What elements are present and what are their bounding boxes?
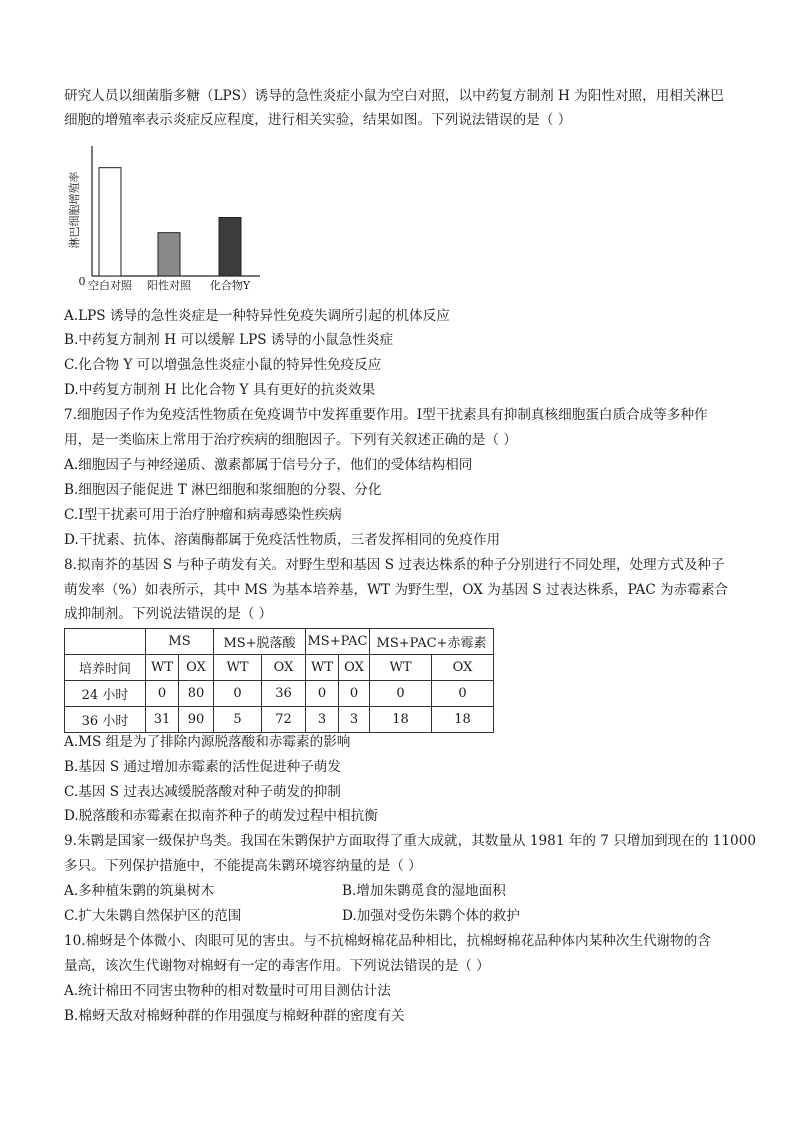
table-cell: 3 — [339, 707, 370, 733]
q8-option-d: D.脱落酸和赤霉素在拟南芥种子的萌发过程中相抗衡 — [64, 808, 378, 824]
table-subheader: WT — [146, 655, 179, 681]
table-time-cell: 36 小时 — [65, 707, 146, 733]
table-cell: 5 — [214, 707, 262, 733]
table-subheader: OX — [339, 655, 370, 681]
q7-option-a: A.细胞因子与神经递质、激素都属于信号分子，他们的受体结构相同 — [64, 457, 473, 473]
q8-stem-line-2: 萌发率（%）如表所示，其中 MS 为基本培养基，WT 为野生型，OX 为基因 S 过表达株系，PAC 为赤霉素合 — [64, 582, 729, 598]
q7-option-d: D.干扰素、抗体、溶菌酶都属于免疫活性物质，三者发挥相同的免疫作用 — [64, 532, 501, 548]
table-cell: 0 — [339, 681, 370, 707]
table-row — [65, 681, 494, 707]
q6-stem-line-2: 细胞的增殖率表示炎症反应程度，进行相关实验，结果如图。下列说法错误的是（ ） — [64, 112, 572, 128]
q8-option-b: B.基因 S 通过增加赤霉素的活性促进种子萌发 — [64, 759, 341, 775]
table-cell: 0 — [306, 681, 339, 707]
x-tick-label: 空白对照 — [88, 279, 132, 292]
q10-option-a: A.统计棉田不同害虫物种的相对数量时可用目测估计法 — [64, 983, 391, 999]
table-subheader: WT — [306, 655, 339, 681]
table-cell: 72 — [262, 707, 306, 733]
bar-2 — [158, 233, 180, 276]
q8-stem-line-3: 成抑制剂。下列说法错误的是（ ） — [64, 606, 273, 622]
table-cell: 3 — [306, 707, 339, 733]
q6-stem-line-1: 研究人员以细菌脂多糖（LPS）诱导的急性炎症小鼠为空白对照，以中药复方制剂 H 为阳性对照，用相关淋巴 — [64, 88, 724, 104]
bar-chart — [62, 142, 282, 298]
q9-option-a: A.多种植朱鹮的筑巢树木 — [64, 883, 215, 899]
q10-stem-line-2: 量高，该次生代谢物对棉蚜有一定的毒害作用。下列说法错误的是（ ） — [64, 958, 490, 974]
table-subheader: WT — [370, 655, 432, 681]
bar-3 — [219, 218, 241, 277]
table-subheader: OX — [432, 655, 494, 681]
q10-stem-line-1: 10.棉蚜是个体微小、肉眼可见的害虫。与不抗棉蚜棉花品种相比，抗棉蚜棉花品种体内某种次生代谢物的含 — [64, 933, 711, 949]
table-group-header: MS — [146, 629, 214, 655]
x-tick-label: 阳性对照 — [147, 279, 191, 292]
q6-option-c: C.化合物 Y 可以增强急性炎症小鼠的特异性免疫反应 — [64, 357, 382, 373]
q9-option-c: C.扩大朱鹮自然保护区的范围 — [64, 908, 242, 924]
table-cell: 31 — [146, 707, 179, 733]
q7-stem-line-2: 用，是一类临床上常用于治疗疾病的细胞因子。下列有关叙述正确的是（ ） — [64, 432, 517, 448]
table-header-row — [65, 629, 494, 655]
table-group-header: MS+脱落酸 — [214, 629, 306, 655]
table-subheader: WT — [214, 655, 262, 681]
q7-option-b: B.细胞因子能促进 T 淋巴细胞和浆细胞的分裂、分化 — [64, 482, 382, 498]
q8-option-a: A.MS 组是为了排除内源脱落酸和赤霉素的影响 — [64, 734, 351, 750]
q9-stem-line-2: 多只。下列保护措施中，不能提高朱鹮环境容纳量的是（ ） — [64, 858, 422, 874]
table-cell: 0 — [432, 681, 494, 707]
y-axis-label: 淋巴细胞增殖率 — [68, 171, 81, 249]
table-cell: 0 — [146, 681, 179, 707]
table-cell: 90 — [179, 707, 214, 733]
table-subheader-row — [65, 655, 494, 681]
q9-option-d: D.加强对受伤朱鹮个体的救护 — [342, 908, 520, 924]
table-cell: 36 — [262, 681, 306, 707]
q7-stem-line-1: 7.细胞因子作为免疫活性物质在免疫调节中发挥重要作用。Ⅰ型干扰素具有抑制真核细胞蛋白质合成等多种作 — [64, 407, 708, 423]
germination-table — [64, 628, 494, 733]
origin-label: 0 — [78, 275, 86, 288]
table-cell: 0 — [214, 681, 262, 707]
table-row-header: 培养时间 — [65, 655, 146, 681]
q6-option-a: A.LPS 诱导的急性炎症是一种特异性免疫失调所引起的机体反应 — [64, 308, 450, 324]
table-corner-cell — [65, 629, 146, 655]
table-cell: 18 — [432, 707, 494, 733]
bar-1 — [99, 168, 121, 276]
table-cell: 0 — [370, 681, 432, 707]
table-row — [65, 707, 494, 733]
q8-option-c: C.基因 S 过表达减缓脱落酸对种子萌发的抑制 — [64, 784, 341, 800]
q6-option-b: B.中药复方制剂 H 可以缓解 LPS 诱导的小鼠急性炎症 — [64, 332, 394, 348]
q10-option-b: B.棉蚜天敌对棉蚜种群的作用强度与棉蚜种群的密度有关 — [64, 1008, 405, 1024]
table-time-cell: 24 小时 — [65, 681, 146, 707]
table-group-header: MS+PAC — [306, 629, 370, 655]
q9-stem-line-1: 9.朱鹮是国家一级保护鸟类。我国在朱鹮保护方面取得了重大成就，其数量从 1981 年的 7 只增加到现在的 11000 — [64, 833, 756, 849]
table-cell: 18 — [370, 707, 432, 733]
q9-option-b: B.增加朱鹮觅食的湿地面积 — [342, 883, 506, 899]
q7-option-c: C.Ⅰ型干扰素可用于治疗肿瘤和病毒感染性疾病 — [64, 507, 342, 523]
q6-option-d: D.中药复方制剂 H 比化合物 Y 具有更好的抗炎效果 — [64, 382, 376, 398]
q8-stem-line-1: 8.拟南芥的基因 S 与种子萌发有关。对野生型和基因 S 过表达株系的种子分别进行不同处理，处理方式及种子 — [64, 557, 725, 573]
table-group-header: MS+PAC+赤霉素 — [370, 629, 494, 655]
table-subheader: OX — [179, 655, 214, 681]
x-tick-label: 化合物Y — [209, 279, 251, 292]
table-subheader: OX — [262, 655, 306, 681]
table-cell: 80 — [179, 681, 214, 707]
